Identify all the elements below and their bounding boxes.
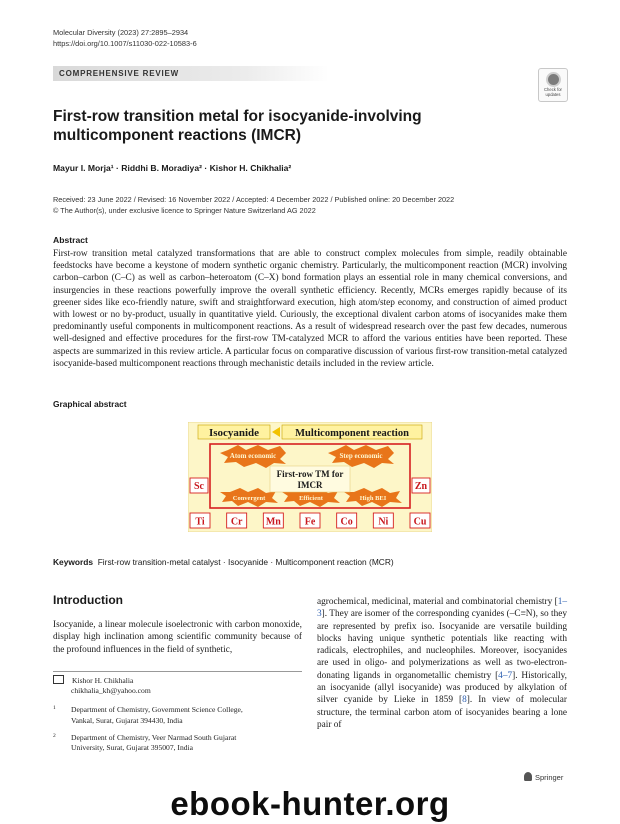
journal-citation: Molecular Diversity (2023) 27:2895–2934: [53, 28, 189, 37]
envelope-icon: [53, 675, 64, 684]
journal-header: [53, 27, 197, 49]
citation-link[interactable]: 1–3: [317, 597, 567, 620]
section-label: COMPREHENSIVE REVIEW: [53, 66, 329, 81]
ga-center-line1: First-row TM for: [276, 469, 344, 479]
doi-link[interactable]: https://doi.org/10.1007/s11030-022-10583-6: [53, 39, 197, 48]
ga-element-co: Co: [340, 516, 353, 528]
contact-email[interactable]: chikhalia_kh@yahoo.com: [71, 686, 151, 696]
watermark-text: ebook-hunter.org: [170, 785, 450, 822]
contact-name: Kishor H. Chikhalia: [72, 676, 134, 685]
svg-text:Convergent: Convergent: [232, 495, 266, 502]
keywords-line: [53, 557, 394, 567]
corresponding-author: [53, 675, 243, 754]
affiliation-1: 1 Department of Chemistry, Government Science College, Vankal, Surat, Gujarat 394430, India: [53, 705, 243, 725]
ga-element-ti: Ti: [195, 516, 205, 528]
ga-element-cr: Cr: [230, 516, 243, 528]
check-updates-label: Check for updates: [544, 87, 562, 97]
svg-text:Atom economic: Atom economic: [229, 452, 277, 460]
copyright-line: © The Author(s), under exclusive licence to Springer Nature Switzerland AG 2022: [53, 205, 316, 215]
springer-horse-icon: [524, 772, 532, 781]
affiliation-2: 2 Department of Chemistry, Veer Narmad South Gujarat University, Surat, Gujarat 395007, India: [53, 733, 237, 753]
ga-element-zn: Zn: [414, 481, 428, 492]
ga-element-fe: Fe: [304, 516, 316, 528]
article-title: First-row transition metal for isocyanide-involving multicomponent reactions (IMCR): [53, 108, 422, 144]
ga-isocyanide-label: Isocyanide: [208, 427, 260, 439]
graphical-abstract-figure: [188, 422, 432, 532]
ga-element-ni: Ni: [378, 516, 389, 528]
check-updates-icon: [546, 72, 561, 87]
graphical-abstract-heading: Graphical abstract: [53, 399, 127, 409]
ga-element-mn: Mn: [265, 516, 281, 528]
svg-text:Efficient: Efficient: [299, 495, 323, 502]
citation-link[interactable]: 4–7: [498, 670, 513, 681]
keywords-label: Keywords: [53, 557, 94, 567]
publication-dates: [53, 195, 454, 216]
keywords-text: First-row transition-metal catalyst · Isocyanide · Multicomponent reaction (MCR): [97, 557, 394, 567]
abstract-heading: Abstract: [53, 235, 88, 245]
svg-text:High BEI: High BEI: [359, 495, 387, 502]
check-for-updates-badge[interactable]: [538, 68, 568, 102]
ga-element-sc: Sc: [194, 481, 204, 492]
introduction-heading: Introduction: [53, 593, 123, 607]
introduction-right-column: agrochemical, medicinal, material and combinatorial chemistry [1–3]. They are isomer of the corresponding cyanides (–C≡N), so they are represented by prefix iso. Isocyanide are versatile building blocks having unique synthetic potentials like reacting with radicals, electrophiles, and nucleophiles. Moreover, isocyanides are used in oligo- and polymerizations as well as two-electron-donating ligands in organometallic chemistry [4–7]. Historically, an isocyanide (allyl isocyanide) was produced by alkylation of silver cyanide by Lieke in 1859 [8]. In view of molecular structure, the terminal carbon atom of isocyanides bearing a lone pair of: [317, 597, 567, 730]
author-list[interactable]: Mayur I. Morja¹ · Riddhi B. Moradiya² · Kishor H. Chikhalia²: [53, 163, 292, 173]
ga-element-cu: Cu: [413, 516, 427, 528]
history-dates: Received: 23 June 2022 / Revised: 16 November 2022 / Accepted: 4 December 2022 / Published online: 20 December 2022: [53, 195, 455, 204]
abstract-text: First-row transition metal catalyzed transformations that are able to construct complex molecules from simple, readily obtainable feedstocks have become a keystone of modern synthetic organic chemistry. Particularly, the multicomponent reaction (MCR) involving carbon–carbon (C–C) as well as carbon–heteroatom (C–X) bond formation plays an essential role in many chemical conversions, and insurgencies in these reactions powerfully improve the overall synthetic efficiency. Recently, MCRs emerges rapidly because of its greener sides like eco-friendly nature, swift and straightforward execution, high atom/step economy, and construction of aimed product with lowest or no by-product, usually in quantitative yield. Curiously, the exceptional divalent carbon atoms of isocyanides make them predominantly useful components in multicomponent reactions. As a result of widespread research over the past few decades, numerous well-designed and effective procedures for the first-row TM-catalyzed MCR to afford the various entities have been reported. These aspects are summarized in this review article. A particular focus on comparative discussion of various first-row transition-metal catalyzed isocyanide-based multicomponent reactions through mechanistic details included in the review article.: [53, 249, 567, 369]
introduction-left-column: Isocyanide, a linear molecule isoelectronic with carbon monoxide, display high inclination among scientific community because of the profound influences in the field of synthetic,: [53, 620, 302, 655]
publisher-logo: Springer: [524, 772, 563, 782]
footnote-divider: [53, 671, 302, 672]
citation-link[interactable]: 8: [462, 695, 467, 706]
ga-center-line2: IMCR: [297, 480, 323, 490]
ga-mcr-label: Multicomponent reaction: [295, 428, 409, 439]
svg-text:Step economic: Step economic: [339, 452, 383, 460]
